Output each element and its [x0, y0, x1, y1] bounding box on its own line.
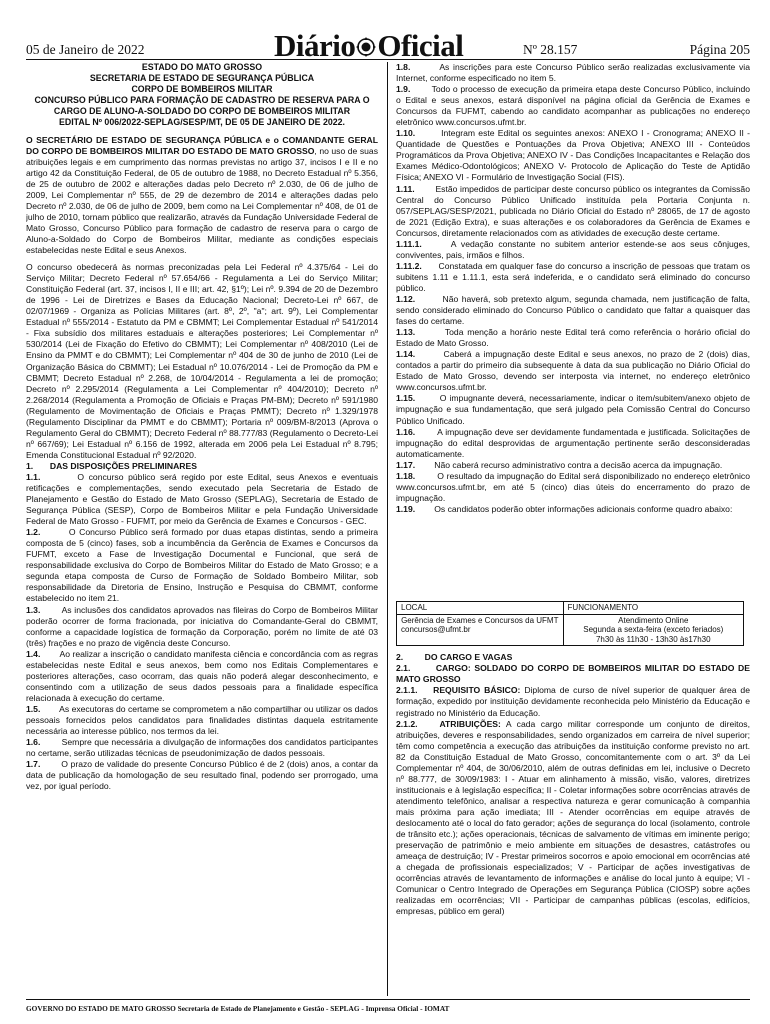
doc-title-edital: EDITAL Nº 006/2022-SEPLAG/SESP/MT, DE 05 DE JANEIRO DE 2022. [59, 117, 345, 128]
item-1-9: 1.9. Todo o processo de execução da primeira etapa deste Concurso Público, incluindo o Edital e seus anexos, estará disponível na página oficial da Gerência de Exames e Concursos da FUFMT, cabendo ao candidato acompanhar as publicações no endereço eletrônico www.concursos.ufmt.br. [396, 84, 750, 128]
edition-number: Nº 28.157 [523, 42, 578, 57]
state-crest-icon [356, 36, 376, 58]
item-1-8: 1.8. As inscrições para este Concurso Público serão realizadas exclusivamente via Internet, conforme especificado no item 5. [396, 62, 750, 84]
item-1-2: 1.2. O Concurso Público será formado por duas etapas distintas, sendo a primeira composta de 5 (cinco) fases, sob a incumbência da Gerência de Exames e Concursos da FUFMT, exceto a Fase de Investigação Documental e Funcional, que será de responsabilidade exclusiva do Corpo de Bombeiros Militar do Estado de Mato Grosso; e a segunda etapa composta de Curso de Formação de Soldado Bombeiro Militar, sob responsabilidade da Diretoria de Ensino, Instrução e Pesquisa do CBMMT, conforme estabelecido no item 21. [26, 527, 378, 604]
doc-title-secretariat: SECRETARIA DE ESTADO DE SEGURANÇA PÚBLICA [89, 73, 315, 84]
header-rule [26, 59, 750, 60]
intro-text: , no uso de suas atribuições legais e em cumprimento das normas previstas no artigo 37, incisos I e II e no artigo 42 da Constituição Federal, de 05 de outubro de 1988, no Decreto Estadual nº 5.356, de 25 de outubro de 2002 e alterações dadas pelo Decreto nº 2.030, de 06 de julho de 2009, Lei Complementar nº 555, de 29 de dezembro de 2014 e alterações dadas pelo Decreto nº 2.030, de 06 de julho de 2009, bem como na Lei Complementar nº 408, de 01 de julho de 2010, tornam público que realizarão, através da Fundação Universidade Federal de Mato Grosso, Concurso Público para formação de cadastro de reserva para o cargo de Aluno-a-Soldado do Corpo de Bombeiros Militar, mediante as condições especiais estabelecidas neste Edital e seus Anexos. [26, 145, 378, 256]
contact-email[interactable]: concursos@ufmt.br [401, 625, 471, 635]
laws-paragraph: O concurso obedecerá às normas preconizadas pela Lei Federal nº 4.375/64 - Lei do Serviço Militar; Decreto Federal nº 57.654/66 - Regulamenta a Lei do Serviço Militar; Constituição Federal (art. 37, incisos I, II e III; art. 42, §1º); Lei nº. 9.394 de 20 de Dezembro de 1996 - Lei de Diretrizes e Bases da Educação Nacional; Decreto-Lei nº 667, de 02/07/1969 - Organiza as Polícias Militares (art. 8º, 2º, "a"; art. 9º), Lei Complementar Estadual nº 555/2014 - Estatuto da PM e CBMMT; Lei Complementar Estadual nº 541/2014 - Fixa subsídio dos militares estaduais e alterações posteriores; Lei Complementar nº 530/2014 (Lei de Fixação do Efetivo do CBMMT); Lei Complementar nº 408/2010 (Lei de Ensino da PMMT e do CBMMT); Lei Complementar nº 404 de 30 de junho de 2010 (Lei de Organização Básica do CBMMT); Lei Estadual nº 10.076/2014 - Lei de Promoção da PM e CBMMT; Decreto Estadual nº 2.268, de 10/04/2014 - Regulamenta a lei de promoção; Decreto nº 2.295/2014 (Regulamenta a Lei Complementar nº 404/2010); Decreto nº 2.268/2014 (Regulamenta a Promoção de Oficiais e Praças PM-BM); Decreto nº 591/1980 (Regulamento de Movimentação de Oficiais e Praças PMMT); Decreto nº 1.329/1978 (Regulamento Disciplinar da PMMT e do CBMMT); Portaria nº 009/BM-8/2013 (Aprova o Regulamento Geral do CBMMT); Decreto Federal nº 88.777/83 (Regulamento o Decreto-Lei nº 667/69); Lei Estadual nº 6.156 de 1992, alterada em 2006 pela Lei Estadual nº 8.795; Emenda Constitucional Estadual nº 92/2020. [26, 262, 378, 460]
page-number: Página 205 [689, 42, 750, 57]
edition-date: 05 de Janeiro de 2022 [26, 42, 145, 57]
item-1-3: 1.3. As inclusões dos candidatos aprovados nas fileiras do Corpo de Bombeiros Militar poderão ocorrer de forma fracionada, por iniciativa do Comandante-Geral do CBMMT, conforme a capacidade logística de formação da Corporação, porém no limite de até 03 (três) frações e no prazo de vigência deste Concurso. [26, 604, 378, 648]
newspaper-page [26, 28, 750, 1018]
doc-title-corps: CORPO DE BOMBEIROS MILITAR [131, 84, 273, 95]
table-cell-funcionamento: Atendimento Online Segunda a sexta-feira (exceto feriados) 7h30 às 11h30 - 13h30 às17h30 [563, 614, 743, 646]
item-1-6: 1.6. Sempre que necessária a divulgação de informações dos candidatos participantes no certame, serão utilizadas técnicas de pseudonimização de dados pessoais. [26, 737, 378, 759]
item-1-11-1: 1.11.1. A vedação constante no subitem anterior estende-se aos seus cônjuges, conviventes, pais, irmãos e filhos. [396, 238, 750, 260]
journal-title-part2: Oficial [377, 28, 464, 63]
footer-rule [26, 999, 750, 1000]
item-1-12: 1.12. Não haverá, sob pretexto algum, segunda chamada, nem justificação de falta, sendo considerado eliminado do Concurso Público o candidato que faltar a quaisquer das fases do certame. [396, 293, 750, 327]
table-header-funcionamento: FUNCIONAMENTO [563, 601, 743, 614]
journal-title-part1: Diário [274, 28, 356, 63]
section-heading-2-1: 2.1. CARGO: SOLDADO DO CORPO DE BOMBEIROS MILITAR DO ESTADO DE MATO GROSSO [396, 663, 750, 685]
section-heading-2: 2. DO CARGO E VAGAS [396, 652, 513, 663]
item-1-7: 1.7. O prazo de validade do presente Concurso Público é de 2 (dois) anos, a contar da data de publicação da homologação de seu resultado final, podendo ser prorrogado, uma vez, por igual período. [26, 759, 378, 792]
item-2-1-1: 2.1.1. REQUISITO BÁSICO: Diploma de curso de nível superior de qualquer área de formação, expedido por instituição devidamente reconhecida pelo Ministério da Educação e registrado no Ministério da Educação. [396, 685, 750, 718]
doc-title-state: ESTADO DO MATO GROSSO [141, 62, 263, 72]
item-1-19: 1.19. Os candidatos poderão obter informações adicionais conforme quadro abaixo: [396, 503, 733, 514]
contact-table [396, 601, 744, 646]
intro-bold: O SECRETÁRIO DE ESTADO DE SEGURANÇA PÚBLICA e o COMANDANTE GERAL DO CORPO DE BOMBEIROS MILITAR DO ESTADO DE MATO GROSSO [26, 134, 378, 156]
item-1-15: 1.15. O impugnante deverá, necessariamente, indicar o item/subitem/anexo objeto de impugnação e sua fundamentação, que será julgado pela Comissão Central do Concurso Público Unificado. [396, 393, 750, 426]
doc-title-contest: CONCURSO PÚBLICO PARA FORMAÇÃO DE CADASTRO DE RESERVA PARA O CARGO DE ALUNO-A-SOLDADO DO CORPO DE BOMBEIROS MILITAR [34, 95, 370, 117]
item-1-16: 1.16. A impugnação deve ser devidamente fundamentada e justificada. Solicitações de impugnação do edital desprovidas de argumentação pertinente serão desconsideradas automaticamente. [396, 426, 750, 459]
intro-paragraph [26, 135, 378, 257]
footer-text: GOVERNO DO ESTADO DE MATO GROSSO Secretaria de Estado de Planejamento e Gestão - SEPLAG - Imprensa Oficial - IOMAT [26, 1004, 450, 1013]
column-divider [387, 62, 388, 996]
item-1-14: 1.14. Caberá a impugnação deste Edital e seus anexos, no prazo de 2 (dois) dias, contados a partir do primeiro dia subsequente à data da sua publicação no Diário Oficial do Estado de Mato Grosso, devendo ser interposta via internet, no endereço eletrônico www.concursos.ufmt.br. [396, 349, 750, 393]
item-1-18: 1.18. O resultado da impugnação do Edital será disponibilizado no endereço eletrônico www.concursos.ufmt.br, em até 5 (cinco) dias úteis do encerramento do prazo de impugnação. [396, 470, 750, 503]
table-header-local: LOCAL [397, 601, 564, 614]
item-1-11-2: 1.11.2. Constatada em qualquer fase do concurso a inscrição de pessoas que tratam os subitens 1.11 e 1.11.1, esta será indeferida, e o candidato será eliminado do concurso público. [396, 260, 750, 293]
item-1-13: 1.13. Toda menção a horário neste Edital terá como referência o horário oficial do Estado de Mato Grosso. [396, 327, 750, 349]
item-1-11: 1.11. Estão impedidos de participar deste concurso público os integrantes da Comissão Central do Concurso Público Unificado instituída pela Portaria Conjunta n. 057/SEPLAG/SESP/2021, publicada no Diário Oficial do Estado nº 28065, de 17 de agosto de 2021 (Edição Extra), e suas alterações e os colaboradores da Gerência de Exames e Concursos, diretamente relacionados com as atividades de execução deste certame. [396, 183, 750, 238]
table-cell-local: Gerência de Exames e Concursos da UFMT concursos@ufmt.br [397, 614, 564, 646]
item-1-5: 1.5. As executoras do certame se comprometem a não compartilhar ou utilizar os dados pessoais fornecidos pelos candidatos para finalidades distintas daquela estritamente necessária ao interesse público, nos termos da lei. [26, 703, 378, 737]
item-1-4: 1.4. Ao realizar a inscrição o candidato manifesta ciência e concordância com as regras estabelecidas neste Edital e seus anexos, bem como nos Editais Complementares e posteriores alterações, caso ocorram, das quais não poderá alegar desconhecimento, e consentindo com a utilização de seus dados pessoais para a finalidade específica relacionada à execução do certame. [26, 648, 378, 703]
left-column [26, 62, 378, 996]
section-heading-1: 1. DAS DISPOSIÇÕES PRELIMINARES [26, 460, 197, 471]
item-2-1-2: 2.1.2. ATRIBUIÇÕES: A cada cargo militar corresponde um conjunto de direitos, atribuições, deveres e responsabilidades, sendo organizados em carreira de nível superior; têm como competência a execução das atribuições da instituição conforme previsto no art. 82 da Constituição Estadual de Mato Grosso, concomitantemente com o art. 3º da Lei Complementar nº 404, de 30/06/2010, além de outras definidas em lei, inclusive o Decreto nº 88.777, de 30/09/1983: I - Atuar em alinhamento à missão, visão, valores, diretrizes institucionais e à legislação específica; II - Coletar informações sobre ocorrências através de atendimento telefônico, analisar a respectiva natureza e gerar comunicação à companhia mais próxima para ação imediata; III - Atender ocorrências em equipe através de deslocamento até o local do fato gerador; ações de segurança do local (isolamento, controle de trânsito etc.); ações operacionais, técnicas de salvamento de vítimas em iminente perigo; preservação de patrimônio e meio ambiente em situações de desastres, catástrofes ou ameaça de destruição; IV - Prestar primeiros socorros e apoio emocional em ocorrências até a chegada de profissionais especializados; V - Participar de ações investigativas de ocorrências através de levantamento de informações e análise do local junto à equipe; VI - Comunicar o Centro Integrado de Operações em Segurança Pública (CIOSP) sobre ações realizadas em ocorrências; VII - Participar de campanhas públicas (escolas, edifícios, empresas, público em geral) [396, 718, 750, 917]
right-column [396, 62, 750, 996]
item-1-10: 1.10. Integram este Edital os seguintes anexos: ANEXO I - Cronograma; ANEXO II - Quantidade de Questões e Pontuações da Prova Objetiva; ANEXO III - Conteúdos Programáticos da Prova Objetiva; ANEXO IV - Das Condições Incapacitantes e Relação dos Exames Médico-Odontológicos; ANEXO V- Protocolo de Aplicação do Teste de Aptidão Física; ANEXO VI - Formulário de Investigação Social (FIS). [396, 128, 750, 183]
item-1-17: 1.17. Não caberá recurso administrativo contra a decisão acerca da impugnação. [396, 459, 723, 470]
item-1-1: 1.1. O concurso público será regido por este Edital, seus Anexos e eventuais retificações e complementações, sendo executado pela Secretaria de Estado de Planejamento e Gestão do Estado de Mato Grosso (SEPLAG), Secretaria de Estado de Segurança Pública (SESP), Corpo de Bombeiros Militar e pela Fundação Universidade Federal de Mato Grosso - FUFMT, por meio da Gerência de Exames e Concursos - GEC. [26, 471, 378, 527]
